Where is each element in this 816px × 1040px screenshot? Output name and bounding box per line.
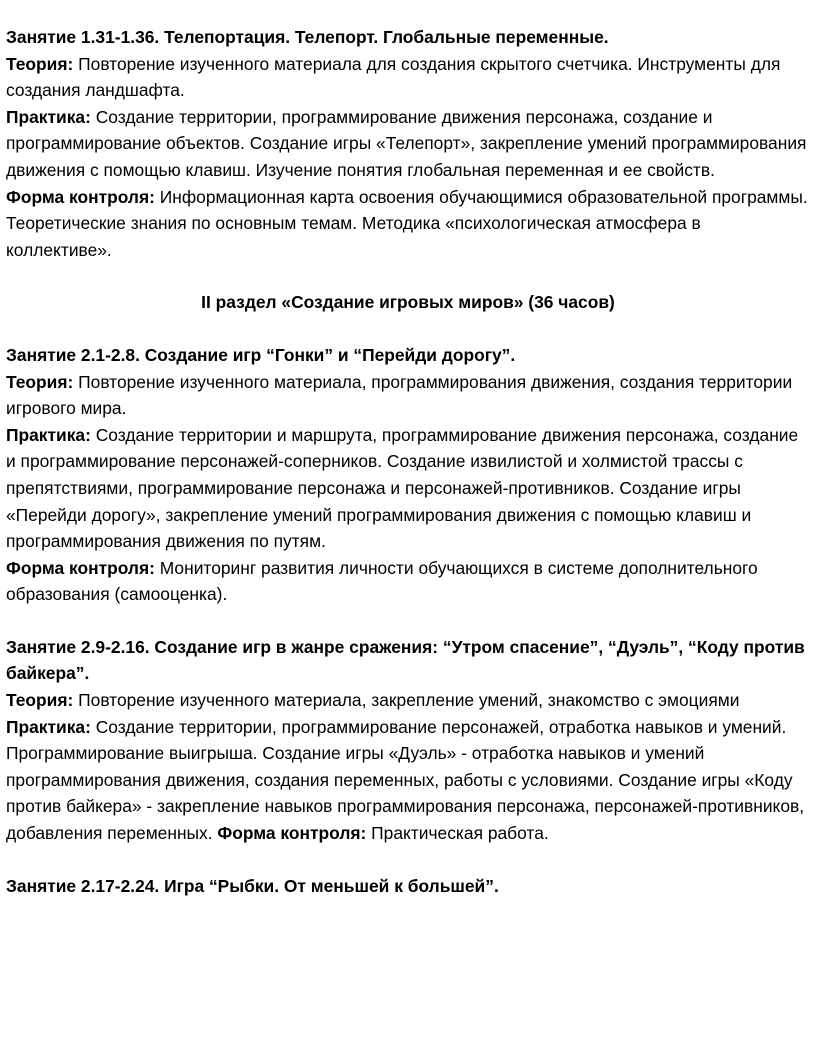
lesson-1-control [6,184,810,264]
lesson-3-title: Занятие 2.9-2.16. Создание игр в жанре сражения: “Утром спасение”, “Дуэль”, “Коду против байкера”. [6,636,805,684]
spacer [6,316,810,342]
theory-label: Теория: [6,371,74,392]
lesson-2-theory [6,369,810,422]
lesson-1-title: Занятие 1.31-1.36. Телепортация. Телепорт. Глобальные переменные. [6,27,609,47]
spacer [6,608,810,634]
lesson-3-practice-text: Создание территории, программирование персонажей, отработка навыков и умений. Программирование выигрыша. Создание игры «Дуэль» - отработка навыков и умений программирования движения, создания переменных, работы с условиями. Создание игры «Коду против байкера» - закрепление навыков программирования персонажа, персонажей-противников, добавления переменных. [6,716,805,844]
theory-label: Теория: [6,53,74,74]
theory-label: Теория: [6,690,74,711]
lesson-2-control-text: Мониторинг развития личности обучающихся в системе дополнительного образования (самооценка). [6,557,758,605]
lesson-3-practice [6,714,810,847]
lesson-2-practice [6,422,810,555]
lesson-2-practice-text: Создание территории и маршрута, программирование движения персонажа, создание и программирование персонажей-соперников. Создание извилистой и холмистой трассы с препятствиями, программирование персонажа и персонажей-противников. Создание игры «Перейди дорогу», закрепление умений программирования движения с помощью клавиш и программирования движения по путям. [6,424,799,552]
control-label: Форма контроля: [6,186,155,207]
practice-label: Практика: [6,424,91,445]
lesson-1-practice [6,104,810,184]
control-label: Форма контроля: [217,823,367,844]
lesson-2-theory-text: Повторение изученного материала, программирования движения, создания территории игрового мира. [6,371,793,419]
practice-label: Практика: [6,106,91,127]
lesson-1-theory-text: Повторение изученного материала для создания скрытого счетчика. Инструменты для создания ландшафта. [6,53,781,101]
lesson-3-control-text: Практическая работа. [366,823,549,844]
section-title: II раздел «Создание игровых миров» (36 часов) [201,292,615,313]
lesson-2-control [6,555,810,608]
lesson-1-theory [6,51,810,104]
lesson-3-theory-text: Повторение изученного материала, закрепление умений, знакомство с эмоциями [73,690,740,711]
practice-label: Практика: [6,716,91,737]
document-page [6,24,810,899]
lesson-1-practice-text: Создание территории, программирование движения персонажа, создание и программирование объектов. Создание игры «Телепорт», закрепление умений программирования движения с помощью клавиш. Изучение понятия глобальная переменная и ее свойств. [6,106,807,180]
lesson-2-title: Занятие 2.1-2.8. Создание игр “Гонки” и “Перейди дорогу”. [6,344,516,365]
lesson-3-theory [6,687,810,714]
lesson-1-control-text: Информационная карта освоения обучающимися образовательной программы. Теоретические знания по основным темам. Методика «психологическая атмосфера в коллективе». [6,186,808,260]
control-label: Форма контроля: [6,557,155,578]
spacer [6,263,810,289]
spacer [6,847,810,873]
lesson-4-title: Занятие 2.17-2.24. Игра “Рыбки. От меньшей к большей”. [6,875,499,896]
